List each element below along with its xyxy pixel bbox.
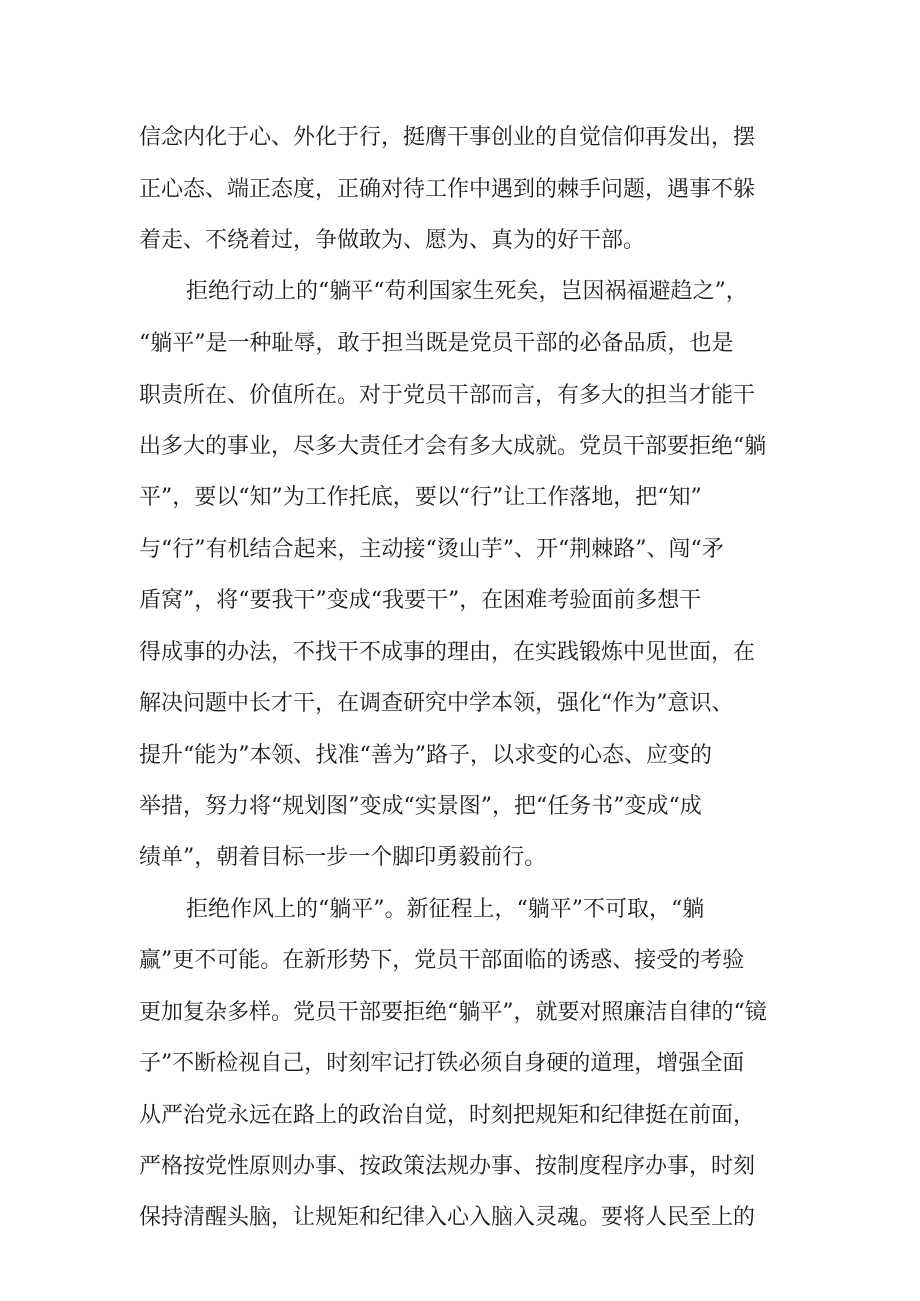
paragraph-first-line: 拒绝作风上的“躺平”。新征程上，“躺平”不可取，“躺 [186, 897, 705, 922]
paragraph-first-line: 拒绝行动上的“躺平“苟利国家生死矣，岂因祸福避趋之”， [186, 279, 748, 304]
text-line: 提升“能为”本领、找准“善为”路子，以求变的心态、应变的 [139, 743, 712, 768]
text-line: 正心态、端正态度，正确对待工作中遇到的棘手问题，遇事不躲 [139, 177, 756, 202]
text-line: 更加复杂多样。党员干部要拒绝“躺平”，就要对照廉洁自律的“镜 [139, 1000, 767, 1025]
text-line: 职责所在、价值所在。对于党员干部而言，有多大的担当才能干 [139, 383, 756, 408]
text-line: 平”，要以“知”为工作托底，要以“行”让工作落地，把“知” [139, 485, 702, 510]
text-line: 与“行”有机结合起来，主动接“烫山芋”、开“荆棘路”、闯“矛 [139, 537, 724, 562]
text-line: 从严治党永远在路上的政治自觉，时刻把规矩和纪律挺在前面， [139, 1103, 756, 1128]
text-line: 解决问题中长才干，在调查研究中学本领，强化“作为”意识、 [139, 691, 734, 716]
text-line: 子”不断检视自己，时刻牢记打铁必须自身硬的道理，增强全面 [139, 1051, 745, 1076]
text-line: “躺平”是一种耻辱，敢于担当既是党员干部的必备品质，也是 [139, 331, 734, 356]
text-line: 着走、不绕着过，争做敢为、愿为、真为的好干部。 [139, 228, 646, 253]
text-line: 盾窝”，将“要我干”变成“我要干”，在困难考验面前多想干 [139, 588, 702, 613]
text-line: 赢”更不可能。在新形势下，党员干部面临的诱惑、接受的考验 [139, 948, 745, 973]
text-line: 出多大的事业，尽多大责任才会有多大成就。党员干部要拒绝“躺 [139, 434, 767, 459]
text-line: 得成事的办法，不找干不成事的理由，在实践锻炼中见世面，在 [139, 640, 756, 665]
text-line: 绩单”，朝着目标一步一个脚印勇毅前行。 [139, 845, 547, 870]
text-line: 信念内化于心、外化于行，挺膺干事创业的自觉信仰再发出，摆 [139, 125, 756, 150]
text-line: 举措，努力将“规划图”变成“实景图”，把“任务书”变成“成 [139, 794, 702, 819]
text-line: 保持清醒头脑，让规矩和纪律入心入脑入灵魂。要将人民至上的 [139, 1205, 756, 1230]
text-line: 严格按党性原则办事、按政策法规办事、按制度程序办事，时刻 [139, 1154, 756, 1179]
